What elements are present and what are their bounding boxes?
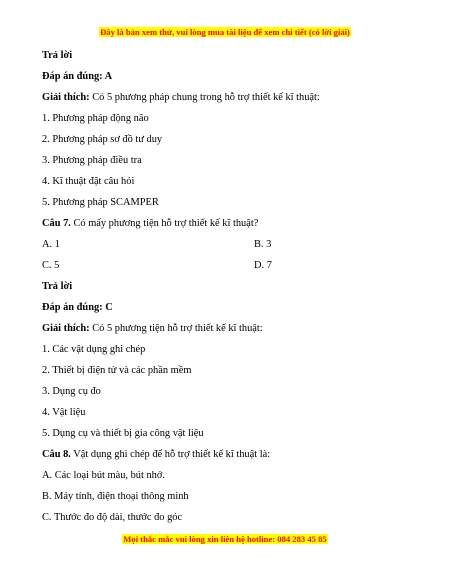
explanation-label: Giải thích: bbox=[42, 92, 90, 103]
option-d: D. 7 bbox=[254, 260, 272, 271]
explanation-label: Giải thích: bbox=[42, 323, 90, 334]
explanation-text: Có 5 phương tiện hỗ trợ thiết kế kĩ thuật: bbox=[89, 323, 263, 334]
explanation-text: Có 5 phương pháp chung trong hỗ trợ thiết kế kĩ thuật: bbox=[89, 92, 320, 103]
option-c: C. 5 bbox=[42, 260, 60, 271]
answer-heading: Trả lời bbox=[42, 50, 73, 61]
list-item: 3. Dụng cụ đo bbox=[42, 386, 101, 397]
list-item: 1. Phương pháp động não bbox=[42, 113, 149, 124]
question-8 bbox=[42, 448, 270, 461]
explanation bbox=[42, 322, 263, 335]
question-label: Câu 7. bbox=[42, 218, 71, 229]
question-text: Vật dụng ghi chép để hỗ trợ thiết kế kĩ thuật là: bbox=[70, 449, 271, 460]
list-item: 2. Thiết bị điện tử và các phần mềm bbox=[42, 365, 192, 376]
hotline-banner bbox=[0, 533, 450, 545]
option-c: C. Thước đo độ dài, thước đo góc bbox=[42, 512, 183, 523]
list-item: 5. Dụng cụ và thiết bị gia công vật liệu bbox=[42, 428, 204, 439]
answer-heading: Trả lời bbox=[42, 281, 73, 292]
option-a: A. 1 bbox=[42, 239, 60, 250]
list-item: 4. Kĩ thuật đặt câu hỏi bbox=[42, 176, 135, 187]
option-a: A. Các loại bút màu, bút nhớ. bbox=[42, 470, 165, 481]
correct-answer: Đáp án đúng: A bbox=[42, 71, 113, 82]
question-label: Câu 8. bbox=[42, 449, 71, 460]
correct-answer: Đáp án đúng: C bbox=[42, 302, 113, 313]
list-item: 3. Phương pháp điều tra bbox=[42, 155, 142, 166]
explanation bbox=[42, 91, 320, 104]
list-item: 1. Các vật dụng ghi chép bbox=[42, 344, 146, 355]
preview-notice-banner bbox=[0, 26, 450, 38]
question-7 bbox=[42, 217, 258, 230]
option-b: B. 3 bbox=[254, 239, 272, 250]
hotline-text: Mọi thắc mắc vui lòng xin liên hệ hotline: 084 283 45 85 bbox=[123, 534, 327, 544]
preview-notice-text: Đây là bản xem thử, vui lòng mua tài liệu để xem chi tiết (có lời giải) bbox=[100, 27, 350, 37]
option-b: B. Máy tính, điện thoại thông minh bbox=[42, 491, 189, 502]
list-item: 2. Phương pháp sơ đồ tư duy bbox=[42, 134, 163, 145]
list-item: 4. Vật liệu bbox=[42, 407, 86, 418]
list-item: 5. Phương pháp SCAMPER bbox=[42, 197, 159, 208]
question-text: Có mấy phương tiện hỗ trợ thiết kế kĩ thuật? bbox=[70, 218, 259, 229]
